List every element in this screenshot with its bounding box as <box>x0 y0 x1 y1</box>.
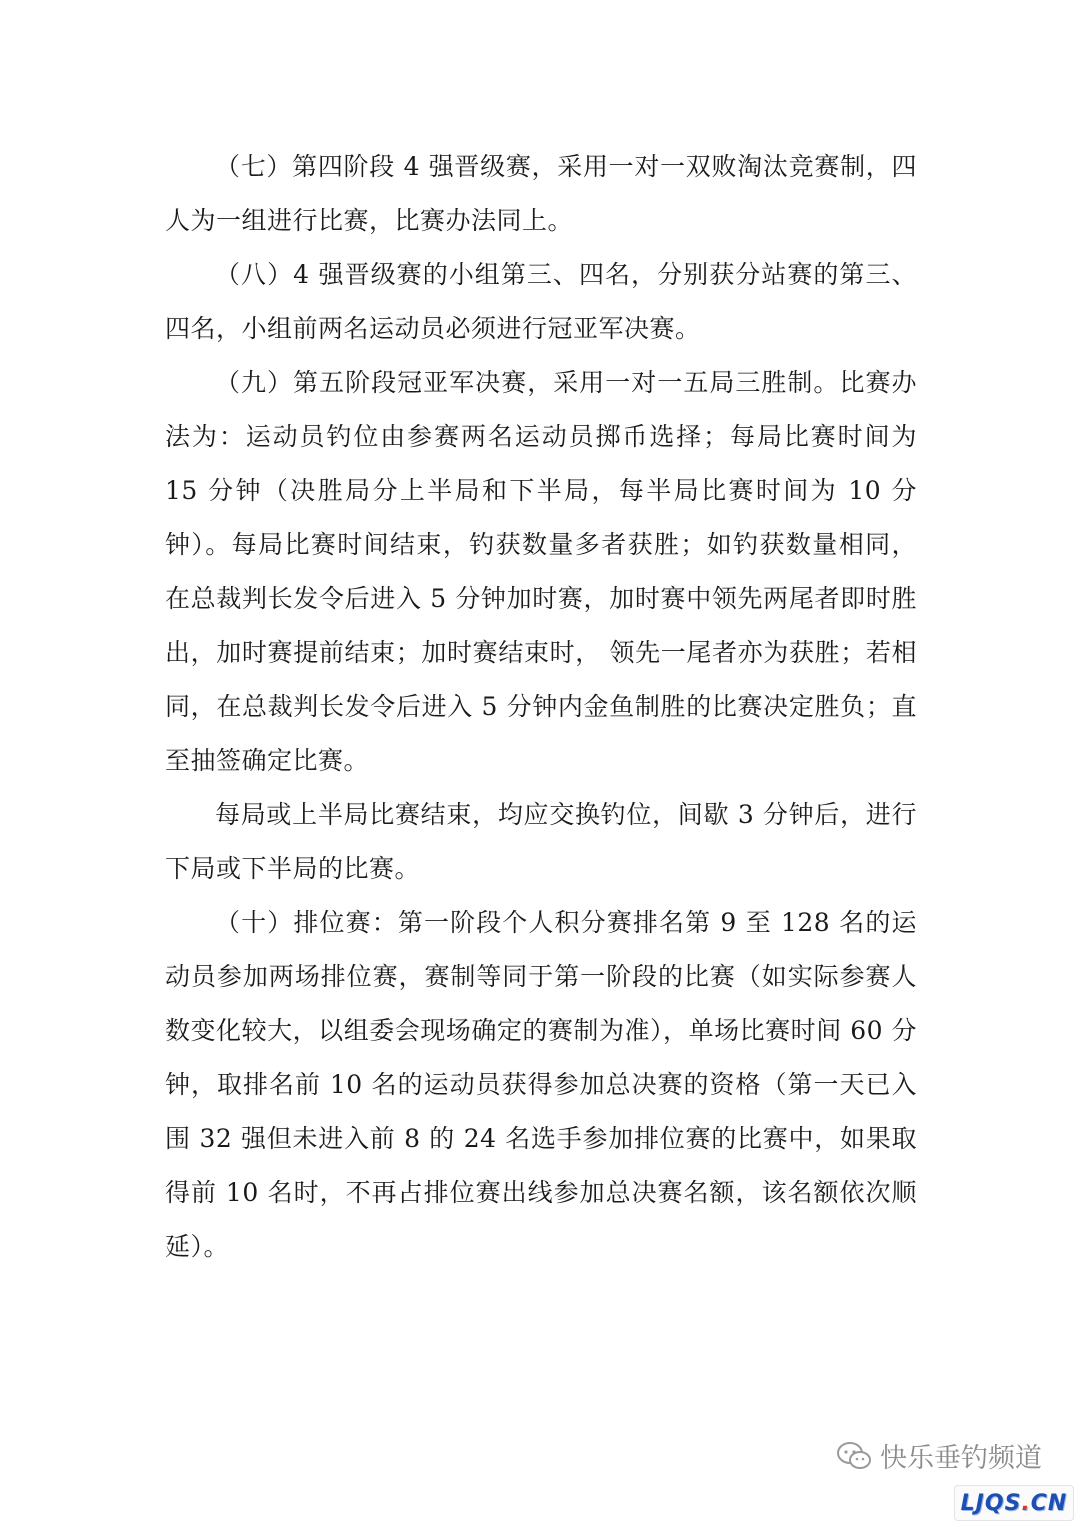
paragraph-8: （八）4 强晋级赛的小组第三、四名，分别获分站赛的第三、四名，小组前两名运动员必须进行冠亚军决赛。 <box>165 260 917 343</box>
paragraph-9-continued: 每局或上半局比赛结束，均应交换钓位，间歇 3 分钟后，进行下局或下半局的比赛。 <box>165 800 917 883</box>
site-logo-dot: . <box>1021 1490 1031 1516</box>
paragraph-9: （九）第五阶段冠亚军决赛，采用一对一五局三胜制。比赛办法为：运动员钓位由参赛两名运动员掷币选择；每局比赛时间为 15 分钟（决胜局分上半局和下半局，每半局比赛时间为 10 分钟）。每局比赛时间结束，钓获数量多者获胜；如钓获数量相同，在总裁判长发令后进入 5 分钟加时赛，加时赛中领先两尾者即时胜出，加时赛提前结束；加时赛结束时， 领先一尾者亦为获胜；若相同，在总裁判长发令后进入 5 分钟内金鱼制胜的比赛决定胜负；直至抽签确定比赛。 <box>165 368 917 775</box>
wechat-icon <box>836 1441 872 1471</box>
channel-watermark <box>836 1436 1042 1475</box>
paragraph-10: （十）排位赛：第一阶段个人积分赛排名第 9 至 128 名的运动员参加两场排位赛，赛制等同于第一阶段的比赛（如实际参赛人数变化较大，以组委会现场确定的赛制为准），单场比赛时间 60 分钟，取排名前 10 名的运动员获得参加总决赛的资格（第一天已入围 32 强但未进入前 8 的 24 名选手参加排位赛的比赛中，如果取得前 10 名时，不再占排位赛出线参加总决赛名额，该名额依次顺延）。 <box>165 908 917 1261</box>
site-logo <box>954 1485 1074 1521</box>
paragraph-7: （七）第四阶段 4 强晋级赛，采用一对一双败淘汰竞赛制，四人为一组进行比赛，比赛办法同上。 <box>165 152 917 235</box>
site-logo-prefix: LJQS <box>960 1490 1022 1516</box>
watermark-text: 快乐垂钓频道 <box>880 1443 1042 1474</box>
document-body <box>165 140 917 1274</box>
site-logo-suffix: CN <box>1030 1490 1068 1516</box>
